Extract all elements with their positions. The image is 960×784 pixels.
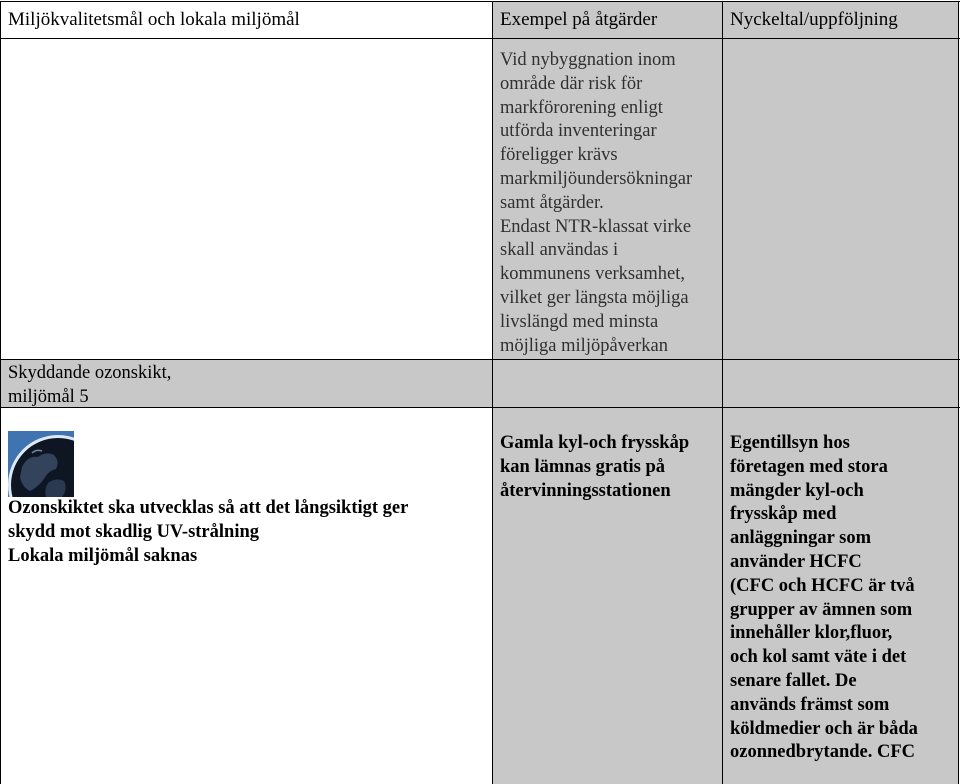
row1-measures-cell [493, 39, 722, 359]
row2-indicators-cell [723, 360, 958, 407]
table-column-rule [492, 1, 493, 784]
table-border-right [958, 1, 959, 784]
row3-goal-line: Lokala miljömål saknas [8, 545, 198, 566]
row1-measures-line: område där risk för [500, 73, 643, 94]
row1-indicators-cell [723, 39, 958, 359]
row1-measures-line: markmiljöundersökningar [500, 168, 693, 189]
row3-indicators-line: grupper av ämnen som [730, 599, 913, 620]
globe-icon [8, 431, 74, 497]
row3-measures-line: återvinningsstationen [500, 480, 671, 501]
table-rule [0, 407, 960, 408]
row3-indicators-line: används främst som [730, 694, 890, 715]
header-measures [493, 2, 722, 38]
row3-goal-text [1, 497, 492, 568]
row2-goal-cell [1, 360, 492, 407]
row1-measures-line: livslängd med minsta [500, 311, 659, 332]
row3-measures-cell [493, 408, 722, 784]
row3-indicators-line: frysskåp med [730, 504, 837, 525]
row3-indicators-line: ozonnedbrytande. CFC [730, 742, 916, 763]
row1-measures-line: markförorening enligt [500, 97, 663, 118]
row1-measures-line: vilket ger längsta möjliga [500, 287, 689, 308]
row3-measures-line: Gamla kyl-och frysskåp [500, 433, 690, 453]
row3-indicators-line: köldmedier och är båda [730, 718, 918, 739]
row3-goal-line: skydd mot skadlig UV-strålning [8, 521, 260, 542]
row3-goal-line: Ozonskiktet ska utvecklas så att det långsiktigt ger [8, 498, 409, 518]
row1-measures-line: möjliga miljöpåverkan [500, 335, 668, 356]
row3-indicators-line: senare fallet. De [730, 670, 857, 691]
row2-goal-line: Skyddande ozonskikt, [8, 363, 172, 383]
row2-measures-cell [493, 360, 722, 407]
row3-indicators-line: använder HCFC [730, 551, 862, 572]
header-measures-text: Exempel på åtgärder [500, 9, 658, 30]
table-border-top [0, 1, 960, 2]
row3-goal-cell [1, 408, 492, 784]
table-rule [0, 359, 960, 360]
row3-indicators-line: mängder kyl-och [730, 480, 864, 501]
header-indicators-text: Nyckeltal/uppföljning [730, 9, 898, 30]
table-border-left [0, 1, 1, 784]
table-rule [0, 38, 960, 39]
row3-indicators-line: företagen med stora [730, 456, 888, 477]
row3-indicators-line: Egentillsyn hos [730, 433, 850, 453]
row3-indicators-line: innehåller klor,fluor, [730, 623, 893, 644]
row1-measures-line: Endast NTR-klassat virke [500, 216, 692, 237]
header-goals-text: Miljökvalitetsmål och lokala miljömål [8, 9, 300, 30]
row1-measures-line: kommunens verksamhet, [500, 264, 685, 285]
header-indicators [723, 2, 958, 38]
row2-goal-line: miljömål 5 [8, 386, 89, 407]
row1-measures-line: utförda inventeringar [500, 121, 657, 142]
row1-measures-line: Vid nybyggnation inom [500, 50, 676, 70]
table-column-rule [722, 1, 723, 784]
row1-measures-line: skall användas i [500, 240, 619, 261]
row3-indicators-cell [723, 408, 958, 784]
row3-indicators-line: anläggningar som [730, 528, 872, 549]
row1-measures-line: samt åtgärder. [500, 192, 604, 213]
header-goals [1, 2, 492, 38]
row1-goal-cell [1, 39, 492, 359]
row1-measures-line: föreligger krävs [500, 145, 618, 166]
row3-measures-line: kan lämnas gratis på [500, 456, 665, 477]
row3-indicators-line: och kol samt väte i det [730, 647, 907, 668]
row3-indicators-line: (CFC och HCFC är två [730, 575, 915, 596]
